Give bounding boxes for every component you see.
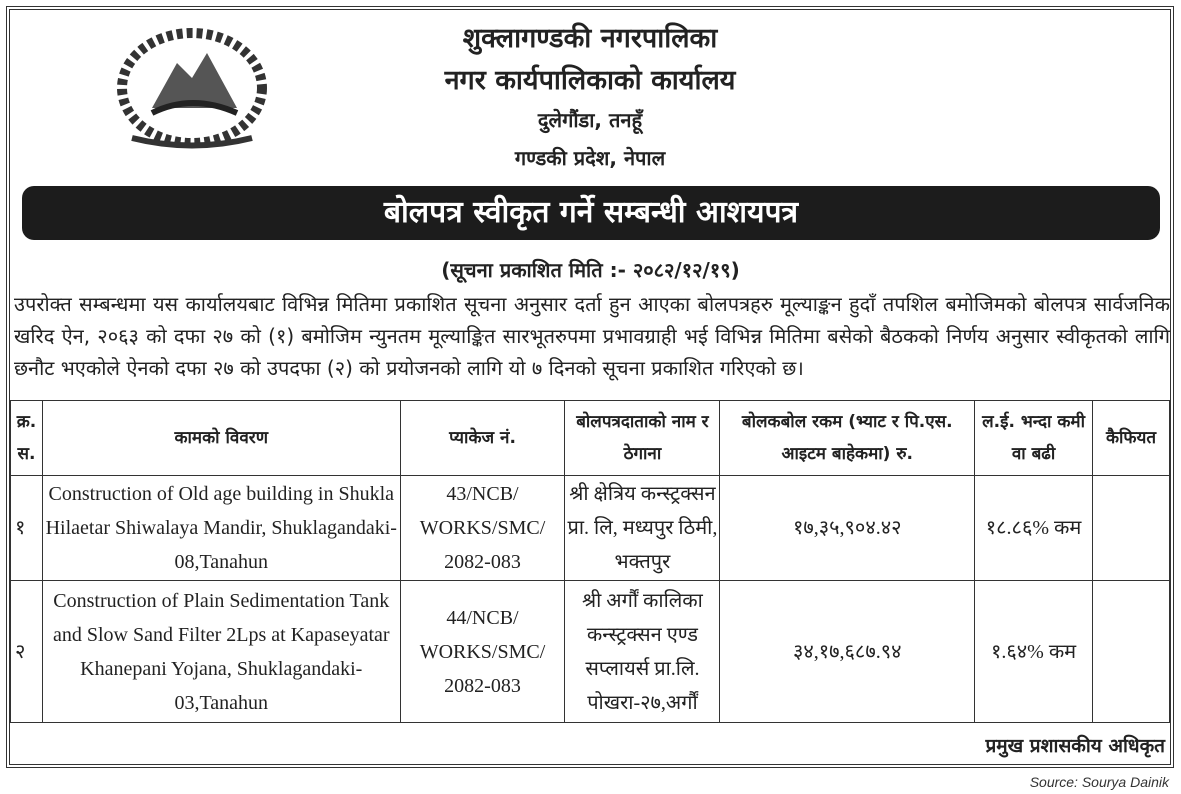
cell-work: Construction of Old age building in Shukla Hilaetar Shiwalaya Mandir, Shuklagandaki-08,Tanahun: [42, 476, 400, 581]
bid-table: [10, 400, 1170, 723]
cell-diff: १८.८६% कम: [975, 476, 1093, 581]
notice-title: बोलपत्र स्वीकृत गर्ने सम्बन्धी आशयपत्र: [22, 186, 1160, 240]
cell-amount: ३४,१७,६८७.९४: [720, 581, 975, 723]
header-sn: क्र. स.: [11, 401, 43, 476]
header-amount: बोलकबोल रकम (भ्याट र पि.एस. आइटम बाहेकमा) रु.: [720, 401, 975, 476]
cell-diff: १.६४% कम: [975, 581, 1093, 723]
signatory-title: प्रमुख प्रशासकीय अधिकृत: [985, 735, 1165, 757]
cell-package: 44/NCB/ WORKS/SMC/ 2082-083: [400, 581, 565, 723]
header-package: प्याकेज नं.: [400, 401, 565, 476]
cell-amount: १७,३५,९०४.४२: [720, 476, 975, 581]
cell-bidder: श्री अर्गौं कालिका कन्स्ट्रक्सन एण्ड सप्लायर्स प्रा.लि. पोखरा-२७,अर्गौं: [565, 581, 720, 723]
cell-sn: १: [11, 476, 43, 581]
cell-remarks: [1093, 476, 1170, 581]
nepal-emblem-logo: [112, 18, 272, 153]
header-remarks: कैफियत: [1093, 401, 1170, 476]
table-row: [11, 581, 1170, 723]
table-row: [11, 476, 1170, 581]
cell-remarks: [1093, 581, 1170, 723]
table-header-row: [11, 401, 1170, 476]
cell-bidder: श्री क्षेत्रिय कन्स्ट्रक्सन प्रा. लि, मध्यपुर ठिमी, भक्तपुर: [565, 476, 720, 581]
cell-package: 43/NCB/ WORKS/SMC/ 2082-083: [400, 476, 565, 581]
province-country: गण्डकी प्रदेश, नेपाल: [514, 146, 666, 170]
publish-date: (सूचना प्रकाशित मिति :- २०८२/१२/१९): [441, 258, 740, 282]
source-credit: Source: Sourya Dainik: [1029, 774, 1169, 790]
municipality-name: शुक्लागण्डकी नगरपालिका: [462, 23, 718, 54]
header-diff: ल.ई. भन्दा कमी वा बढी: [975, 401, 1093, 476]
header-work: कामको विवरण: [42, 401, 400, 476]
office-address: दुलेगौंडा, तनहूँ: [537, 108, 643, 132]
cell-sn: २: [11, 581, 43, 723]
header-bidder: बोलपत्रदाताको नाम र ठेगाना: [565, 401, 720, 476]
office-name: नगर कार्यपालिकाको कार्यालय: [444, 65, 736, 96]
notice-paragraph: उपरोक्त सम्बन्धमा यस कार्यालयबाट विभिन्न मितिमा प्रकाशित सूचना अनुसार दर्ता हुन आएका बोलपत्रहरु मूल्याङ्कन हुदाँ तपशिल बमोजिमको बोलपत्र सार्वजनिक खरिद ऐन, २०६३ को दफा २७ को (१) बमोजिम न्युनतम मूल्याङ्कित सारभूतरुपमा प्रभावग्राही भई विभिन्न मितिमा बसेको बैठकको निर्णय अनुसार स्वीकृतको लागि छनौट भएकोले ऐनको दफा २७ को उपदफा (२) को प्रयोजनको लागि यो ७ दिनको सूचना प्रकाशित गरिएको छ।: [14, 292, 1170, 380]
cell-work: Construction of Plain Sedimentation Tank and Slow Sand Filter 2Lps at Kapaseyatar Khanepani Yojana, Shuklagandaki-03,Tanahun: [42, 581, 400, 723]
